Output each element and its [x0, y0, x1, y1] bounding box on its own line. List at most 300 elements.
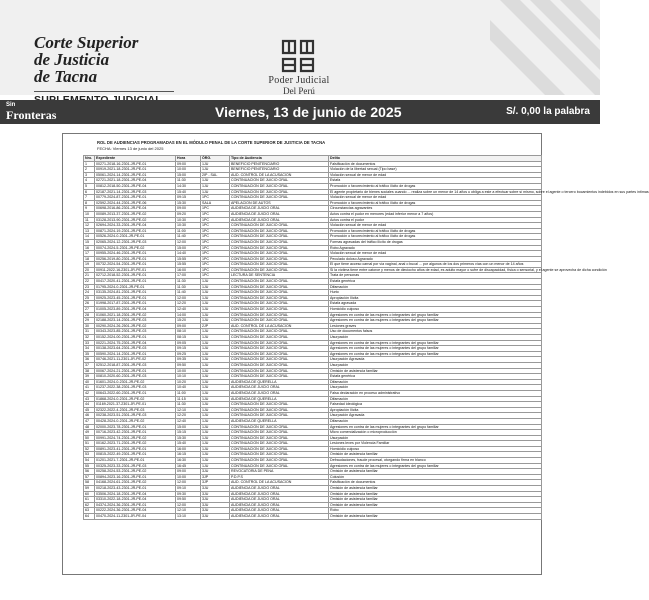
cell-nro: 58 — [84, 480, 95, 486]
cell-nro: 15 — [84, 239, 95, 245]
cell-delito: Uso de documentos falsos — [329, 329, 542, 335]
cell-expediente: 00698-2016-86-2301-JR-PE-04 — [95, 206, 176, 212]
cell-hora: 11:40 — [176, 290, 201, 296]
cell-organo: 1PC — [201, 228, 230, 234]
cell-organo: 3JP — [201, 480, 230, 486]
cell-expediente: 02065-2024-12-2301-JR-PE-03 — [95, 239, 176, 245]
cell-nro: 28 — [84, 312, 95, 318]
col-header-tipo: Tipo de Audiencia — [230, 156, 329, 162]
cell-tipo: CONTINUACION DE JUICIO ORAL — [230, 362, 329, 368]
cell-hora: 08:10 — [176, 329, 201, 335]
cell-delito: Agresiones en contra de las mujeres o integrantes del grupo familiar — [329, 318, 542, 324]
cell-tipo: BENEFICIO PENITENCIARIO — [230, 167, 329, 173]
cell-organo: 2JP — [201, 323, 230, 329]
cell-delito: Estafa agravada — [329, 301, 542, 307]
cell-tipo: CONTINUACION DE JUICIO ORAL — [230, 424, 329, 430]
cell-tipo: LECTURA DE SENTENCIA — [230, 273, 329, 279]
cell-organo: 1JU — [201, 385, 230, 391]
cell-tipo: AUDIENCIA DE JUICIO ORAL — [230, 385, 329, 391]
cell-expediente: 02000-2023-78-2301-JR-PE-01 — [95, 424, 176, 430]
cell-nro: 53 — [84, 452, 95, 458]
cell-hora: 14:40 — [176, 251, 201, 257]
cell-organo: 1JU — [201, 301, 230, 307]
cell-expediente: 00526-2024-0-2301-JR-PE-01 — [95, 234, 176, 240]
cell-organo: 3JU — [201, 491, 230, 497]
cell-tipo: CONTINUACION DE JUICIO ORAL — [230, 290, 329, 296]
cell-expediente: 03135-2024-81-2301-JR-PE-01 — [95, 290, 176, 296]
cell-nro: 29 — [84, 318, 95, 324]
cell-tipo: CONTINUACION DE JUICIO ORAL — [230, 402, 329, 408]
cell-hora: 10:30 — [176, 223, 201, 229]
cell-tipo: AUDIENCIA DE QUERELLA — [230, 396, 329, 402]
cell-tipo: CONTINUACION DE JUICIO ORAL — [230, 312, 329, 318]
cell-delito: Violación sexual de menor de edad — [329, 251, 542, 257]
cell-expediente: 00716-2023-42-2301-JR-PE-01 — [95, 430, 176, 436]
cell-hora: 10:30 — [176, 217, 201, 223]
cell-organo: 1JU — [201, 396, 230, 402]
cell-nro: 13 — [84, 228, 95, 234]
cell-expediente: 00991-2024-74-2301-JR-PE-02 — [95, 435, 176, 441]
cell-nro: 14 — [84, 234, 95, 240]
cell-hora: 12:00 — [176, 502, 201, 508]
cell-tipo: CONTINUACION DE JUICIO ORAL — [230, 279, 329, 285]
cell-hora: 10:00 — [176, 368, 201, 374]
cell-expediente: 00746-2021-11-2301-JR-PE-02 — [95, 357, 176, 363]
cell-tipo: REVOCATORIA DE PENA — [230, 469, 329, 475]
cell-organo: 1JU — [201, 435, 230, 441]
cell-expediente: 00891-2023-41-2301-JR-PE-01 — [95, 446, 176, 452]
cell-organo: 1JU — [201, 362, 230, 368]
cell-nro: 25 — [84, 295, 95, 301]
cell-tipo: AUDIENCIA DE JUICIO ORAL — [230, 508, 329, 514]
cell-hora: 11:30 — [176, 279, 201, 285]
cell-expediente: 00815-2022-49-2301-JR-PE-01 — [95, 452, 176, 458]
cell-tipo: CONTINUACION DE JUICIO ORAL — [230, 329, 329, 335]
cell-hora: 15:00 — [176, 424, 201, 430]
cell-delito: Falsificación de documentos — [329, 161, 542, 167]
cell-nro: 52 — [84, 446, 95, 452]
cell-delito: Omisión de asistencia familiar — [329, 486, 542, 492]
cell-expediente: 00138-2023-64-2301-JR-PE-03 — [95, 346, 176, 352]
table-row — [84, 514, 542, 520]
cell-delito: Violación sexual de menor de edad — [329, 195, 542, 201]
cell-hora: 09:15 — [176, 346, 201, 352]
cell-organo: 1JU — [201, 307, 230, 313]
cell-nro: 31 — [84, 329, 95, 335]
cell-nro: 2 — [84, 167, 95, 173]
cell-delito: Falsedad ideológica — [329, 402, 542, 408]
cell-expediente: 00089-2013-37-2301-JR-PE-02 — [95, 211, 176, 217]
cell-hora: 12:00 — [176, 480, 201, 486]
cell-expediente: 00732-2024-54-2301-JR-PE-01 — [95, 262, 176, 268]
cell-tipo: CONTINUACION DE JUICIO ORAL — [230, 351, 329, 357]
cell-tipo: CONTINUACION DE JUICIO ORAL — [230, 234, 329, 240]
cell-expediente: 00256-2019-80-2301-JR-PE-01 — [95, 256, 176, 262]
cell-delito: Usurpación — [329, 362, 542, 368]
cell-delito: Difamación — [329, 418, 542, 424]
document-date: FECHA: Viernes 13 de junio del 2025 — [97, 146, 164, 151]
cell-delito: Violación de la libertad sexual (Tipo base) — [329, 167, 542, 173]
cell-delito: Usurpación — [329, 435, 542, 441]
cell-hora: 16:15 — [176, 452, 201, 458]
cell-delito: Omisión de asistencia familiar — [329, 452, 542, 458]
cell-nro: 42 — [84, 390, 95, 396]
cell-expediente: 01005-2023-89-2301-JR-PE-04 — [95, 307, 176, 313]
cell-tipo: AUDIENCIA DE JUICIO ORAL — [230, 486, 329, 492]
cell-delito: Circunstancias agravantes — [329, 206, 542, 212]
institution-name: Poder Judicial — [268, 75, 330, 86]
cell-expediente: 00779-2024-87-2301-JR-PE-01 — [95, 195, 176, 201]
cell-delito: Agresiones en contra de las mujeres o integrantes del grupo familiar — [329, 340, 542, 346]
cell-tipo: CONTINUACION DE JUICIO ORAL — [230, 458, 329, 464]
cell-organo: 1JU — [201, 379, 230, 385]
cell-delito: Agresiones en contra de las mujeres o integrantes del grupo familiar — [329, 463, 542, 469]
court-name — [34, 34, 204, 106]
cell-expediente: 00919-2021-18-2301-JR-PE-01 — [95, 167, 176, 173]
cell-hora: 09:10 — [176, 486, 201, 492]
cell-delito: Estafa genérica — [329, 374, 542, 380]
cell-organo: 1PC — [201, 267, 230, 273]
cell-organo: 3JU — [201, 486, 230, 492]
cell-hora: 15:15 — [176, 430, 201, 436]
cell-nro: 60 — [84, 491, 95, 497]
cell-nro: 38 — [84, 368, 95, 374]
cell-organo: 1PC — [201, 211, 230, 217]
cell-nro: 20 — [84, 267, 95, 273]
cell-nro: 5 — [84, 183, 95, 189]
cell-tipo: P.D.P.S — [230, 474, 329, 480]
cell-delito: Omisión de asistencia familiar — [329, 368, 542, 374]
newspaper-header — [0, 0, 600, 95]
cell-expediente: 00221-2024-75-2301-JR-PE-04 — [95, 340, 176, 346]
cell-delito: Hurto — [329, 290, 542, 296]
cell-organo: 1PC — [201, 195, 230, 201]
cell-hora: 16:00 — [176, 267, 201, 273]
cell-tipo: CONTINUACION DE JUICIO ORAL — [230, 368, 329, 374]
cell-nro: 48 — [84, 424, 95, 430]
cell-nro: 40 — [84, 379, 95, 385]
cell-nro: 30 — [84, 323, 95, 329]
cell-organo: 3JP — [201, 474, 230, 480]
cell-expediente: 01601-2024-0-2301-JR-PE-02 — [95, 379, 176, 385]
cell-hora: 12:00 — [176, 239, 201, 245]
cell-hora: 11:30 — [176, 178, 201, 184]
cell-organo: 1PC — [201, 262, 230, 268]
cell-tipo: CONTINUACION DE JUICIO ORAL — [230, 189, 329, 195]
cell-expediente: 01998-2017-87-2301-JR-PE-01 — [95, 301, 176, 307]
cell-organo: 1JU — [201, 178, 230, 184]
cell-nro: 47 — [84, 418, 95, 424]
cell-delito: Homicidio culposo — [329, 307, 542, 313]
cell-hora: 16:30 — [176, 458, 201, 464]
brand-name: Fronteras — [6, 108, 57, 122]
cell-tipo: CONTINUACION DE JUICIO ORAL — [230, 452, 329, 458]
cell-tipo: CONTINUACION DE JUICIO ORAL — [230, 239, 329, 245]
cell-nro: 62 — [84, 502, 95, 508]
cell-expediente: 03506-2024-18-2301-JR-PE-04 — [95, 491, 176, 497]
cell-hora: 11:30 — [176, 284, 201, 290]
cell-tipo: AUD. CONTROL DE LA ACUSACION — [230, 172, 329, 178]
court-line-2: de Justicia — [34, 50, 110, 69]
cell-organo: 1JU — [201, 374, 230, 380]
date-band — [0, 100, 600, 124]
cell-hora: 15:00 — [176, 245, 201, 251]
cell-delito: Agresiones en contra de las mujeres o integrantes del grupo familiar — [329, 346, 542, 352]
cell-organo: 1JU — [201, 318, 230, 324]
cell-organo: 1PC — [201, 217, 230, 223]
cell-hora: 15:30 — [176, 200, 201, 206]
cell-expediente: 01795-2024-0-2301-JR-PE-01 — [95, 284, 176, 290]
cell-hora: 09:50 — [176, 362, 201, 368]
cell-expediente: 00428-2024-0-2301-JR-PE-02 — [95, 418, 176, 424]
cell-expediente: 02694-2024-33-2301-JR-PE-04 — [95, 223, 176, 229]
cell-nro: 16 — [84, 245, 95, 251]
cell-tipo: AUDIENCIA DE JUICIO ORAL — [230, 206, 329, 212]
cell-organo: 1JU — [201, 368, 230, 374]
cell-hora: 09:25 — [176, 351, 201, 357]
cell-tipo: AUDIENCIA DE JUICIO ORAL — [230, 211, 329, 217]
cell-tipo: CONTINUACION DE JUICIO ORAL — [230, 413, 329, 419]
cell-expediente: 03128-2013-90-2301-JR-PE-02 — [95, 217, 176, 223]
hearings-document — [62, 133, 649, 575]
cell-expediente: 00871-2024-19-2301-JR-PE-01 — [95, 228, 176, 234]
cell-tipo: CONTINUACION DE JUICIO ORAL — [230, 346, 329, 352]
cell-nro: 12 — [84, 223, 95, 229]
cell-hora: 09:00 — [176, 323, 201, 329]
cell-delito: Formas agravadas del tráfico ilícito de drogas — [329, 239, 542, 245]
cell-hora: 09:30 — [176, 491, 201, 497]
cell-organo: 1JU — [201, 407, 230, 413]
document-title: ROL DE AUDIENCIAS PROGRAMADAS EN EL MÓDULO PENAL DE LA CORTE SUPERIOR DE JUSTICIA DE TACNA — [97, 140, 326, 145]
cell-nro: 43 — [84, 396, 95, 402]
cell-delito: Actos contra el pudor en menores (edad inferior menor a 7 años) — [329, 211, 542, 217]
cell-delito: Micro comercialización o microproducción — [329, 430, 542, 436]
cell-organo: 1JU — [201, 279, 230, 285]
cell-expediente: 02322-2022-4-2301-JR-PE-03 — [95, 407, 176, 413]
cell-hora: 09:50 — [176, 497, 201, 503]
cell-delito: Lesiones leves por Violencia Familiar — [329, 441, 542, 447]
cell-hora: 15:40 — [176, 441, 201, 447]
cell-expediente: 00218-2023-43-2301-JR-PE-01 — [95, 486, 176, 492]
cell-organo: 1JU — [201, 351, 230, 357]
cell-organo: SALA — [201, 200, 230, 206]
cell-organo: 3JU — [201, 508, 230, 514]
cell-tipo: AUD. CONTROL DE LA ACUSACION — [230, 480, 329, 486]
cell-organo: 1PC — [201, 239, 230, 245]
cell-hora: 10:40 — [176, 385, 201, 391]
cell-hora: 11:30 — [176, 402, 201, 408]
cell-tipo: CONTINUACION DE JUICIO ORAL — [230, 407, 329, 413]
table-body — [84, 161, 649, 519]
cell-expediente: 00162-2023-71-2301-JR-PE-02 — [95, 441, 176, 447]
cell-expediente: 00258-2024-53-2301-JR-PE-02 — [95, 469, 176, 475]
cell-expediente: 00812-2018-50-2301-JR-PE-04 — [95, 183, 176, 189]
cell-hora: 12:10 — [176, 407, 201, 413]
cell-delito: Trata de personas — [329, 273, 542, 279]
cell-hora: 12:10 — [176, 508, 201, 514]
cell-nro: 33 — [84, 340, 95, 346]
cell-tipo: CONTINUACION DE JUICIO ORAL — [230, 340, 329, 346]
cell-delito: Agresiones en contra de las mujeres o integrantes del grupo familiar — [329, 424, 542, 430]
cell-organo: 1PC — [201, 223, 230, 229]
cell-hora: 10:00 — [176, 474, 201, 480]
cell-expediente: 00238-2023-51-2301-JR-PE-03 — [95, 413, 176, 419]
cell-delito: Usurpación Agravada — [329, 413, 542, 419]
cell-expediente: 05061-2024-14-2301-JR-PE-01 — [95, 172, 176, 178]
cell-delito: Robo Agravado — [329, 245, 542, 251]
cell-tipo: CONTINUACION DE JUICIO ORAL — [230, 267, 329, 273]
court-line-1: Corte Superior — [34, 33, 139, 52]
cell-delito: Homicidio culposo — [329, 446, 542, 452]
cell-tipo: CONTINUACION DE JUICIO ORAL — [230, 262, 329, 268]
cell-delito: Violación sexual de menor de edad — [329, 172, 542, 178]
cell-expediente: 01868-2024-0-2301-JR-PE-02 — [95, 396, 176, 402]
cell-expediente: 00911-2022-16-2301-JR-PE-01 — [95, 267, 176, 273]
cell-organo: 1JU — [201, 413, 230, 419]
cell-delito: Lesiones graves — [329, 323, 542, 329]
cell-hora: 12:20 — [176, 301, 201, 307]
cell-delito: Promoción o favorecimiento al tráfico ilícito de drogas — [329, 200, 542, 206]
cell-nro: 23 — [84, 284, 95, 290]
cell-organo: 1JU — [201, 295, 230, 301]
cell-tipo: AUDIENCIA DE QUERELLA — [230, 379, 329, 385]
cell-tipo: AUDIENCIA DE JUICIO ORAL — [230, 514, 329, 520]
cell-delito: Si la víctima tiene entre catorce y menos de dieciocho años de edad, es adulto mayor o sufre de discapacidad, física o sensorial, y el agente se aprovecha de dicha condición — [330, 267, 607, 272]
cell-delito: Violación sexual de menor de edad — [329, 223, 542, 229]
cell-organo: 1JU — [201, 458, 230, 464]
cell-organo: 1JU — [201, 290, 230, 296]
brand-small-text: Sin — [6, 102, 16, 108]
cell-delito: Difamación — [329, 396, 542, 402]
cell-nro: 36 — [84, 357, 95, 363]
cell-nro: 37 — [84, 362, 95, 368]
cell-nro: 24 — [84, 290, 95, 296]
cell-hora: 09:05 — [176, 340, 201, 346]
cell-expediente: 00271-2018-16-2301-JR-PE-01 — [95, 161, 176, 167]
cell-expediente: 00325-2023-33-2301-JR-PE-03 — [95, 463, 176, 469]
cell-expediente: 01201-2021-7-2301-JR-PE-01 — [95, 458, 176, 464]
cell-nro: 32 — [84, 335, 95, 341]
cell-organo: 1JU — [201, 340, 230, 346]
cell-nro: 10 — [84, 211, 95, 217]
cell-expediente: 00470-2024-11-2301-JR-PE-04 — [95, 514, 176, 520]
cell-tipo: AUDIENCIA DE JUICIO ORAL — [230, 497, 329, 503]
cell-nro: 1 — [84, 161, 95, 167]
cell-tipo: CONTINUACION DE JUICIO ORAL — [230, 430, 329, 436]
cell-expediente: 00810-2020-60-2301-JR-PE-03 — [95, 374, 176, 380]
cell-expediente: 01060-2021-18-2301-JR-PE-02 — [95, 312, 176, 318]
cell-hora: 09:15 — [176, 195, 201, 201]
cell-delito: Difamación — [329, 284, 542, 290]
cell-tipo: CONTINUACION DE JUICIO ORAL — [230, 463, 329, 469]
cell-tipo: CONTINUACION DE JUICIO ORAL — [230, 183, 329, 189]
cell-expediente: 00067-2024-21-2301-JR-PE-01 — [95, 368, 176, 374]
cell-delito: Promoción o favorecimiento al tráfico ilícito de drogas — [329, 228, 542, 234]
cell-delito: Usurpación Agravada — [329, 357, 542, 363]
cell-nro: 6 — [84, 189, 95, 195]
cell-organo: 3JU — [201, 469, 230, 475]
cell-organo: 1PC — [201, 273, 230, 279]
cell-organo: 1PC — [201, 251, 230, 257]
cell-hora: 15:00 — [176, 172, 201, 178]
cell-delito: El agente propietario de bienes sociales cuando ... realiza sobre un menor de 14 años u obliga a este a efectuar sobre sí mismo, sobre el agente o tercero bocamientos indebidos en sus partes íntimas — [330, 189, 649, 194]
cell-expediente: 00074-2024-5-2301-JR-PE-02 — [95, 245, 176, 251]
cell-delito: Promoción o favorecimiento al tráfico ilícito de drogas — [329, 183, 542, 189]
cell-hora: 09:35 — [176, 357, 201, 363]
cell-nro: 8 — [84, 200, 95, 206]
cell-tipo: CONTINUACION DE JUICIO ORAL — [230, 301, 329, 307]
cell-organo: 1JU — [201, 161, 230, 167]
cell-nro: 63 — [84, 508, 95, 514]
cell-organo: 1JU — [201, 189, 230, 195]
cell-hora: 15:20 — [176, 318, 201, 324]
cell-nro: 17 — [84, 251, 95, 257]
cell-tipo: AUD. CONTROL DE LA ACUSACION — [230, 323, 329, 329]
cell-nro: 41 — [84, 385, 95, 391]
price-per-word: S/. 0,00 la palabra — [506, 106, 590, 117]
cell-delito: Omisión de asistencia familiar — [329, 497, 542, 503]
cell-hora: 09:00 — [176, 161, 201, 167]
cell-hora: 11:40 — [176, 234, 201, 240]
cell-hora: 10:00 — [176, 167, 201, 173]
cell-delito: Estafa — [329, 178, 542, 184]
cell-organo: 1JU — [201, 346, 230, 352]
cell-hora: 14:00 — [176, 312, 201, 318]
col-header-organo: ÓRG. — [201, 156, 230, 162]
cell-nro: 61 — [84, 497, 95, 503]
cell-nro: 57 — [84, 474, 95, 480]
cell-expediente: 00894-2023-16-2301-JR-PE-01 — [95, 474, 176, 480]
cell-expediente: 00152-2024-00-2301-JR-PE-01 — [95, 335, 176, 341]
cell-hora: 16:00 — [176, 446, 201, 452]
cell-delito: Apropiación Ilícita — [329, 407, 542, 413]
cell-delito: Falsa declaración en proceso administrativo — [329, 390, 542, 396]
cell-hora: 09:00 — [176, 469, 201, 475]
cell-expediente: 03310-2022-18-2301-JR-PE-04 — [95, 497, 176, 503]
cell-nro: 19 — [84, 262, 95, 268]
cell-organo: 2IP - SAL — [201, 172, 230, 178]
cell-organo: 1JU — [201, 335, 230, 341]
cell-tipo: CONTINUACION DE JUICIO ORAL — [230, 318, 329, 324]
cell-delito: Defraudaciones, fraude procesal, otorgando firma en blanco — [329, 458, 542, 464]
cell-expediente: 02721-2021-18-2301-JR-PE-04 — [95, 178, 176, 184]
cell-organo: 1JU — [201, 452, 230, 458]
cell-expediente: 01237-2022-38-2301-JR-PE-03 — [95, 385, 176, 391]
cell-organo: 1JU — [201, 418, 230, 424]
cell-organo: 1JU — [201, 167, 230, 173]
cell-expediente: 00590-2024-14-2301-JR-PE-01 — [95, 351, 176, 357]
cell-expediente: 00222-2024-36-2301-JR-PE-04 — [95, 508, 176, 514]
diagonal-pattern-icon — [490, 0, 600, 95]
cell-tipo: APELACION DE AUTOS — [230, 200, 329, 206]
cell-tipo: AUDIENCIA DE JUICIO ORAL — [230, 502, 329, 508]
institution-country: Del Perú — [283, 86, 315, 96]
col-header-expediente: Expediente — [95, 156, 176, 162]
cell-expediente: 02188-2023-14-2301-JR-PE-03 — [95, 318, 176, 324]
cell-hora: 14:30 — [176, 183, 201, 189]
cell-delito: Peculado doloso Agravado — [329, 256, 542, 262]
cell-expediente: 00925-2023-45-2301-JR-PE-01 — [95, 295, 176, 301]
cell-tipo: CONTINUACION DE JUICIO ORAL — [230, 251, 329, 257]
cell-delito: Difamación — [329, 379, 542, 385]
publication-date: Viernes, 13 de junio de 2025 — [215, 104, 402, 120]
cell-tipo: CONTINUACION DE JUICIO ORAL — [230, 335, 329, 341]
cell-hora: 12:40 — [176, 418, 201, 424]
cell-organo: 1JU — [201, 441, 230, 447]
cell-organo: 1JU — [201, 329, 230, 335]
cell-delito: Usurpación — [329, 335, 542, 341]
cell-nro: 39 — [84, 374, 95, 380]
